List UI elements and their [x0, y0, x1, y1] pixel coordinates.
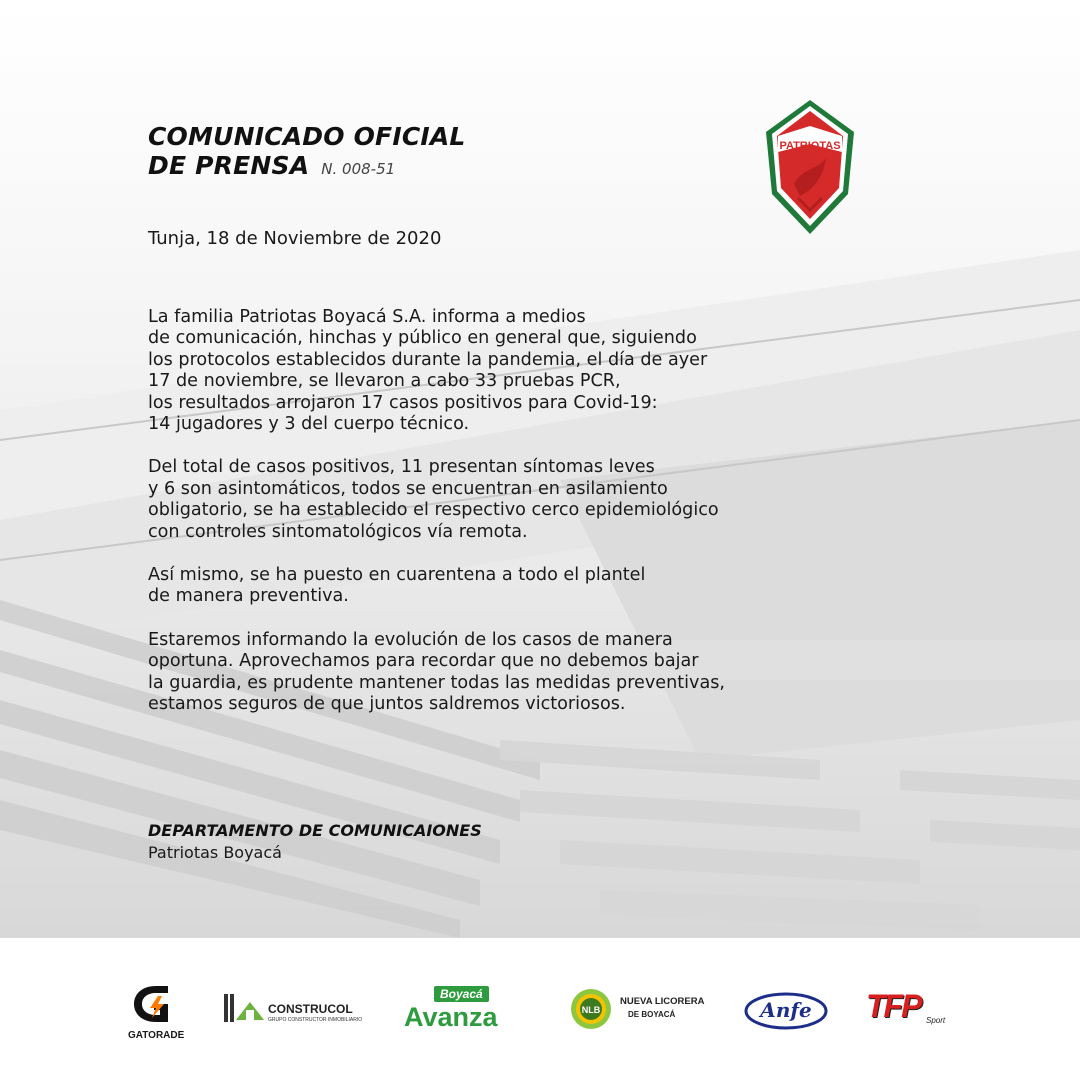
sponsor-name: NUEVA LICORERA: [620, 996, 705, 1007]
sponsor-name: GATORADE: [128, 1030, 185, 1041]
patriotas-crest-logo: [764, 98, 856, 236]
organization-name: Patriotas Boyacá: [148, 843, 282, 862]
statement-body: [148, 307, 848, 738]
sponsor-gatorade: [128, 984, 184, 1040]
page-title: [148, 122, 466, 184]
crest-text: PATRIOTAS: [779, 140, 841, 152]
gatorade-bolt-icon: [128, 984, 184, 1024]
sponsor-anfe: [744, 992, 828, 1030]
signature-block: [148, 820, 482, 864]
paragraph: Estaremos informando la evolución de los casos de manera oportuna. Aprovechamos para recordar que no debemos bajar la guardia, es prudente mantener todas las medidas preventivas, estamos seguros de que juntos saldremos victoriosos.: [148, 629, 725, 715]
sponsor-name: Anfe: [760, 998, 812, 1022]
sponsor-top: Boyacá: [434, 986, 489, 1002]
sponsor-sub: Sport: [926, 1016, 946, 1025]
sponsor-tfp: [866, 988, 962, 1030]
sponsor-sub: DE BOYACÁ: [628, 1010, 676, 1019]
svg-text:NLB: NLB: [581, 1005, 601, 1015]
department-name: DEPARTAMENTO DE COMUNICAIONES: [148, 821, 482, 840]
paragraph: La familia Patriotas Boyacá S.A. informa a medios de comunicación, hinchas y público en general que, siguiendo los protocolos establecidos durante la pandemia, el día de ayer 17 de noviembre, se llevaron a cabo 33 pruebas PCR, los resultados arrojaron 17 casos positivos para Covid-19: 14 jugadores y 3 del cuerpo técnico.: [148, 307, 708, 435]
sponsor-name: Avanza: [404, 1002, 498, 1032]
sponsor-nueva-licorera: [570, 988, 710, 1032]
sponsor-sub: GRUPO CONSTRUCTOR INMOBILIARIO: [268, 1017, 363, 1023]
sponsor-name: CONSTRUCOL: [268, 1002, 353, 1016]
sponsor-construcol: [222, 990, 363, 1030]
paragraph: Del total de casos positivos, 11 presentan síntomas leves y 6 son asintomáticos, todos se encuentran en asilamiento obligatorio, se ha establecido el respectivo cerco epidemiológico con controles sintomatológicos vía remota.: [148, 457, 719, 542]
paragraph: Así mismo, se ha puesto en cuarentena a todo el plantel de manera preventiva.: [148, 565, 646, 607]
date-line: Tunja, 18 de Noviembre de 2020: [148, 228, 442, 249]
title-line-2: DE PRENSA: [148, 151, 310, 180]
title-line-1: COMUNICADO OFICIAL: [148, 122, 466, 151]
sponsor-name: TFP: [866, 988, 921, 1024]
release-number: N. 008-51: [321, 160, 396, 178]
nlb-seal-icon: [570, 988, 612, 1030]
sponsors-bar: [0, 938, 1080, 1080]
house-icon: [222, 990, 266, 1024]
sponsor-boyaca-avanza: [404, 986, 524, 1034]
